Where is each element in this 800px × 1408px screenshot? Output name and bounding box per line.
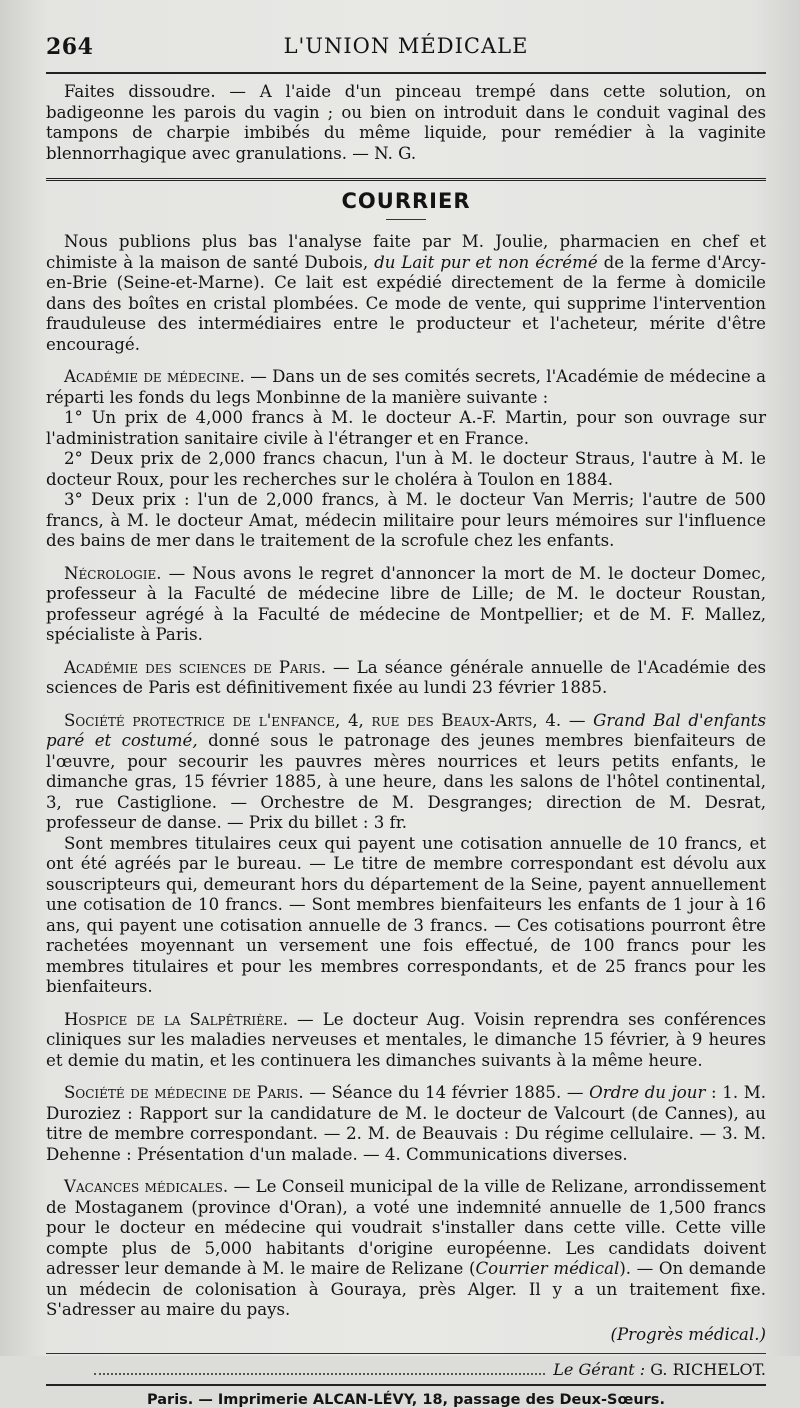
paragraph-text-after: : 1. M. Duroziez : Rapport sur la candidature de M. le docteur de Valcourt (de Cannes), au titre de membre correspondant. — 2. M. de Beauvais : Du régime cellulaire. — 3. M. Dehenne : Présentation d'un malade. — 4. Communications diverses.	[46, 1083, 766, 1164]
paragraph	[46, 1010, 766, 1072]
title-underline	[386, 219, 426, 220]
paragraph-text: — Dans un de ses comités secrets, l'Académie de médecine a réparti les fonds du legs Monbinne de la manière suivante :	[46, 367, 766, 407]
article-body	[46, 232, 766, 1321]
signature-line	[46, 1360, 766, 1380]
page-number: 264	[46, 34, 94, 60]
paragraph	[46, 658, 766, 699]
header-rule	[46, 72, 766, 74]
paragraph-text-after: de la ferme d'Arcy-en-Brie (Seine-et-Marne). Ce lait est expédié directement de la ferme à domicile dans des boîtes en cristal plombées. Ce mode de vente, qui supprime l'intervention frauduleuse des intermédiaires entre le producteur et l'acheteur, mérite d'être encouragé.	[46, 252, 766, 354]
paragraph-emphasis: du Lait pur et non écrémé	[374, 252, 598, 272]
paragraph-text: — Séance du 14 février 1885. —	[303, 1083, 590, 1102]
paragraph-text: 3° Deux prix : l'un de 2,000 francs, à M. le docteur Van Merris; l'autre de 500 francs, à M. le docteur Amat, médecin militaire pour leurs mémoires sur l'influence des bains de mer dans le traitement de la scrofule chez les enfants.	[46, 490, 766, 550]
footer-rule-top	[46, 1353, 766, 1354]
section-rule	[46, 178, 766, 181]
paragraph-text: 2° Deux prix de 2,000 francs chacun, l'un à M. le docteur Straus, l'autre à M. le docteur Roux, pour les recherches sur le choléra à Toulon en 1884.	[46, 449, 766, 489]
paragraph	[46, 449, 766, 490]
paragraph	[46, 1083, 766, 1165]
paragraph-lead: Académie des sciences de Paris.	[64, 657, 326, 677]
paragraph-text-after: ). — On demande un médecin de colonisation à Gouraya, près Alger. Il y a un traitement fixe. S'adresser au maire du pays.	[46, 1259, 766, 1319]
paragraph	[46, 564, 766, 646]
paragraph-emphasis: Ordre du jour	[589, 1083, 706, 1102]
source-credit: (Progrès médical.)	[610, 1324, 766, 1344]
running-title: L'UNION MÉDICALE	[283, 34, 529, 58]
signature-label: Le Gérant :	[553, 1360, 646, 1379]
paragraph-text: — La séance générale annuelle de l'Académie des sciences de Paris est définitivement fixée au lundi 23 février 1885.	[46, 657, 766, 697]
paragraph-text: 1° Un prix de 4,000 francs à M. le docteur A.-F. Martin, pour son ouvrage sur l'administration sanitaire civile à l'étranger et en France.	[46, 408, 766, 448]
paragraph-lead: Hospice de la Salpêtrière.	[64, 1009, 288, 1029]
paragraph-lead: Nécrologie.	[64, 563, 162, 583]
signature-name: G. RICHELOT.	[650, 1360, 766, 1379]
paragraph-text: — Nous avons le regret d'annoncer la mort de M. le docteur Domec, professeur à la Faculté de médecine libre de Lille; de M. le docteur Roustan, professeur agrégé à la Faculté de médecine de Montpellier; et de M. F. Mallez, spécialiste à Paris.	[46, 563, 766, 644]
paragraph-lead: Société de médecine de Paris.	[64, 1083, 304, 1102]
paragraph-lead: Vacances médicales.	[64, 1177, 229, 1196]
paragraph-emphasis: Grand Bal d'enfants paré et costumé,	[46, 710, 766, 750]
intro-paragraph: Faites dissoudre. — A l'aide d'un pinceau trempé dans cette solution, on badigeonne les parois du vagin ; ou bien on introduit dans le conduit vaginal des tampons de charpie imbibés du même liquide, pour remédier à la vaginite blennorrhagique avec granulations. — N. G.	[46, 82, 766, 163]
paragraph-lead: Académie de médecine.	[64, 367, 245, 386]
footer-rule-bottom	[46, 1384, 766, 1386]
paragraph-emphasis: Courrier médical	[475, 1259, 620, 1278]
page-header	[46, 34, 766, 68]
paragraph	[46, 711, 766, 834]
imprint: Paris. — Imprimerie ALCAN-LÉVY, 18, passage des Deux-Sœurs.	[147, 1392, 665, 1408]
paragraph	[46, 367, 766, 408]
paragraph	[46, 1177, 766, 1321]
paragraph-text: —	[561, 710, 594, 730]
paragraph	[46, 834, 766, 998]
paragraph-lead: Société protectrice de l'enfance, 4, rue des Beaux-Arts, 4.	[64, 710, 562, 730]
paragraph	[46, 232, 766, 355]
paragraph-text: Nous publions plus bas l'analyse faite par M. Joulie, pharmacien en chef et chimiste à la maison de santé Dubois,	[46, 232, 766, 272]
paragraph-text: — Le docteur Aug. Voisin reprendra ses conférences cliniques sur les maladies nerveuses et mentales, le dimanche 15 février, à 9 heures et demie du matin, et les continuera les dimanches suivants à la même heure.	[46, 1009, 766, 1070]
section-title: COURRIER	[341, 189, 471, 213]
paragraph-text: — Le Conseil municipal de la ville de Relizane, arrondissement de Mostaganem (province d'Oran), a voté une indemnité annuelle de 1,500 francs pour le docteur en médecine qui voudrait s'installer dans cette ville. Cette ville compte plus de 5,000 habitants d'origine européenne. Les candidats doivent adresser leur demande à M. le maire de Relizane (	[46, 1177, 766, 1278]
paragraph-text-after: donné sous le patronage des jeunes membres bienfaiteurs de l'œuvre, pour secourir les pauvres mères nourrices et leurs petits enfants, le dimanche gras, 15 février 1885, à une heure, dans les salons de l'hôtel continental, 3, rue Castiglione. — Orchestre de M. Desgranges; direction de M. Desrat, professeur de danse. — Prix du billet : 3 fr.	[46, 731, 766, 832]
signature-dots	[94, 1373, 545, 1375]
paragraph	[46, 490, 766, 552]
paragraph	[46, 408, 766, 449]
paragraph-text: Sont membres titulaires ceux qui payent une cotisation annuelle de 10 francs, et ont été agréés par le bureau. — Le titre de membre correspondant est dévolu aux souscripteurs qui, demeurant hors du département de la Seine, payent annuellement une cotisation de 10 francs. — Sont membres bienfaiteurs les enfants de 1 jour à 16 ans, qui payent une cotisation annuelle de 3 francs. — Ces cotisations pourront être rachetées moyennant un versement une fois effectué, de 100 francs pour les membres titulaires et pour les membres correspondants, et de 25 francs pour les bienfaiteurs.	[46, 833, 766, 996]
